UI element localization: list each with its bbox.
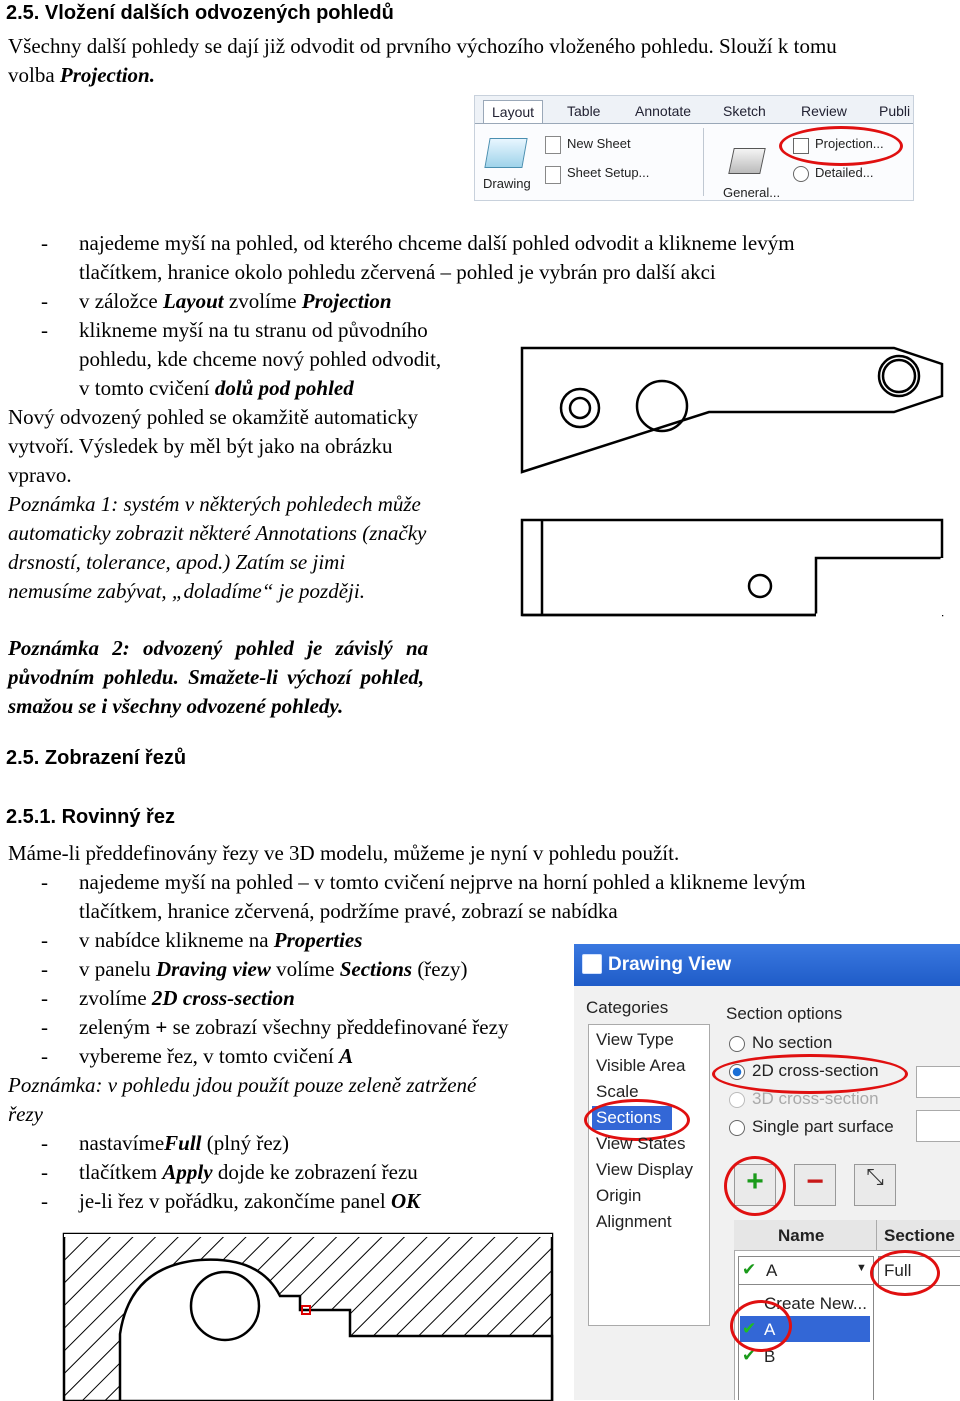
projection-button[interactable]: Projection...	[815, 136, 884, 151]
section-view-drawing	[30, 1226, 555, 1401]
tab-layout[interactable]: Layout	[483, 100, 543, 123]
general-view-icon[interactable]	[728, 148, 766, 174]
note-2-line-2: původním pohledu. Smažete-li výchozí pohled,	[8, 665, 425, 689]
dropdown-item-b[interactable]: B	[764, 1347, 776, 1366]
input-field-2[interactable]	[916, 1110, 960, 1142]
list-item: - tlačítkem Apply dojde ke zobrazení řezu	[41, 1160, 418, 1184]
intro-line-3: Máme-li předdefinovány řezy ve 3D modelu, můžeme je nyní v pohledu použít.	[8, 841, 680, 865]
tab-annotate[interactable]: Annotate	[635, 103, 692, 119]
hole-small-inner	[570, 398, 590, 418]
minus-icon: −	[806, 1165, 824, 1198]
projection-highlight-ring	[779, 126, 903, 166]
section-heading: 2.5. Vložení dalších odvozených pohledů	[6, 2, 394, 24]
general-button[interactable]: General...	[723, 185, 781, 200]
detailed-button[interactable]: Detailed...	[815, 165, 874, 180]
section-heading-2: 2.5. Zobrazení řezů	[6, 747, 187, 769]
note-3-line-1: Poznámka: v pohledu jdou použít pouze zeleně zatržené	[8, 1073, 477, 1097]
radio-single-part-surface[interactable]	[729, 1120, 745, 1136]
top-view	[522, 348, 942, 472]
category-visible-area[interactable]: Visible Area	[596, 1056, 686, 1075]
list-item: - zvolíme 2D cross-section	[41, 986, 295, 1010]
intro-text: volba	[8, 63, 60, 87]
list-item: - v panelu Draving view volíme Sections (řezy)	[41, 957, 468, 981]
intro-line-1: Všechny další pohledy se dají již odvodit od prvního výchozího vloženého pohledu. Slouží k tomu	[8, 34, 837, 58]
section-hole	[191, 1272, 259, 1340]
list-item: - najedeme myší na pohled, od kterého chceme další pohled odvodit a klikneme levým	[41, 231, 795, 255]
tab-sketch[interactable]: Sketch	[723, 103, 766, 119]
detailed-icon	[793, 166, 809, 182]
intro-projection: Projection.	[59, 63, 155, 87]
list-item: - je-li řez v pořádku, zakončíme panel OK	[41, 1189, 421, 1213]
list-item-continuation: tlačítkem, hranice zčervená, podržíme pravé, zobrazí se nabídka	[79, 899, 618, 923]
list-item-continuation: v tomto cvičení dolů pod pohled	[79, 376, 354, 400]
category-view-display[interactable]: View Display	[596, 1160, 694, 1179]
list-item: - klikneme myší na tu stranu od původního	[41, 318, 428, 342]
check-icon: ✔	[742, 1260, 757, 1279]
part-drawing-views	[514, 340, 944, 625]
top-view-outline	[522, 348, 942, 472]
option-2d-cross-section[interactable]: 2D cross-section	[752, 1061, 879, 1080]
check-icon: ✔	[742, 1346, 757, 1365]
section-options-label: Section options	[726, 1004, 843, 1023]
category-origin[interactable]: Origin	[596, 1186, 642, 1205]
sheet-setup-icon	[545, 166, 561, 184]
option-no-section[interactable]: No section	[752, 1033, 833, 1052]
result-paragraph-line-1: Nový odvozený pohled se okamžitě automaticky	[8, 405, 418, 429]
drawing-button[interactable]: Drawing	[483, 176, 531, 191]
projected-view	[522, 520, 942, 615]
result-paragraph-line-3: vpravo.	[8, 463, 72, 487]
result-paragraph-line-2: vytvoří. Výsledek by měl být jako na obrázku	[8, 434, 393, 458]
chevron-down-icon[interactable]: ▼	[856, 1262, 867, 1274]
column-header-section[interactable]: Sectione	[884, 1226, 955, 1245]
list-item-continuation: pohledu, kde chceme nový pohled odvodit,	[79, 347, 442, 371]
radio-3d-cross-section[interactable]	[729, 1092, 745, 1108]
hole-large	[637, 381, 687, 431]
flip-arrow-icon: ⤡	[866, 1165, 884, 1190]
list-item: - nastavímeFull (plný řez)	[41, 1131, 289, 1155]
category-sections[interactable]: Sections	[596, 1108, 662, 1127]
hole-right-outer	[879, 356, 919, 396]
list-item: - zeleným + se zobrazí všechny předdefinované řezy	[41, 1015, 509, 1039]
tab-review[interactable]: Review	[801, 103, 847, 119]
check-icon: ✔	[742, 1319, 757, 1338]
list-item: - vybereme řez, v tomto cvičení A	[41, 1044, 354, 1068]
cross-section-highlight-ring	[712, 1054, 908, 1094]
hole-right-inner	[883, 360, 915, 392]
plus-icon: +	[746, 1165, 764, 1198]
drawing-view-dialog	[574, 944, 960, 1400]
section-type-value: Full	[884, 1261, 912, 1280]
intro-line-2	[8, 61, 155, 90]
input-field-1[interactable]	[916, 1066, 960, 1098]
dropdown-item-create-new[interactable]: Create New...	[764, 1294, 867, 1313]
note-3-line-2: řezy	[8, 1102, 43, 1126]
tab-table[interactable]: Table	[567, 103, 601, 119]
list-item: - v záložce Layout zvolíme Projection	[41, 289, 392, 313]
note-1-line-1: Poznámka 1: systém v některých pohledech může	[8, 492, 421, 516]
category-view-states[interactable]: View States	[596, 1134, 686, 1153]
option-3d-cross-section[interactable]: 3D cross-section	[752, 1089, 879, 1108]
note-2-line-1: Poznámka 2: odvozený pohled je závislý na	[8, 636, 429, 660]
list-item-continuation: tlačítkem, hranice okolo pohledu zčervená – pohled je vybrán pro další akci	[79, 260, 716, 284]
projected-hole	[749, 575, 771, 597]
sheet-setup-button[interactable]: Sheet Setup...	[567, 165, 650, 180]
add-button-highlight-ring	[724, 1156, 786, 1216]
category-alignment[interactable]: Alignment	[596, 1212, 672, 1231]
column-header-name[interactable]: Name	[778, 1226, 825, 1245]
new-sheet-icon	[545, 136, 561, 154]
category-scale[interactable]: Scale	[596, 1082, 639, 1101]
tab-publish[interactable]: Publi	[879, 103, 911, 119]
ribbon-screenshot	[474, 95, 914, 201]
section-heading-3: 2.5.1. Rovinný řez	[6, 806, 175, 828]
category-view-type[interactable]: View Type	[596, 1030, 674, 1049]
full-highlight-ring	[870, 1250, 940, 1296]
remove-section-button[interactable]	[794, 1164, 836, 1206]
new-sheet-button[interactable]: New Sheet	[567, 136, 631, 151]
selected-section-name: A	[766, 1261, 778, 1280]
dialog-title-bar	[574, 944, 960, 986]
note-1-line-4: nemusíme zabývat, „doladíme“ je později.	[8, 579, 365, 603]
section-a-highlight-ring	[730, 1300, 792, 1352]
list-item: - v nabídce klikneme na Properties	[41, 928, 363, 952]
dialog-title: Drawing View	[608, 954, 732, 975]
section-name-dropdown[interactable]	[738, 1256, 874, 1286]
option-single-part-surface[interactable]: Single part surface	[752, 1117, 894, 1136]
note-1-line-2: automaticky zobrazit některé Annotations (značky	[8, 521, 427, 545]
hole-small-outer	[561, 389, 599, 427]
categories-label: Categories	[586, 998, 669, 1017]
radio-no-section[interactable]	[729, 1036, 745, 1052]
drawing-models-icon[interactable]	[484, 138, 527, 168]
dropdown-item-a[interactable]: A	[764, 1320, 776, 1339]
dialog-window-icon	[582, 954, 602, 974]
flip-section-button[interactable]	[854, 1164, 896, 1206]
list-item: - najedeme myší na pohled – v tomto cvičení nejprve na horní pohled a klikneme levým	[41, 870, 806, 894]
note-1-line-3: drsností, tolerance, apod.) Zatím se jimi	[8, 550, 346, 574]
note-2-line-3: smažou se i všechny odvozené pohledy.	[8, 694, 344, 718]
